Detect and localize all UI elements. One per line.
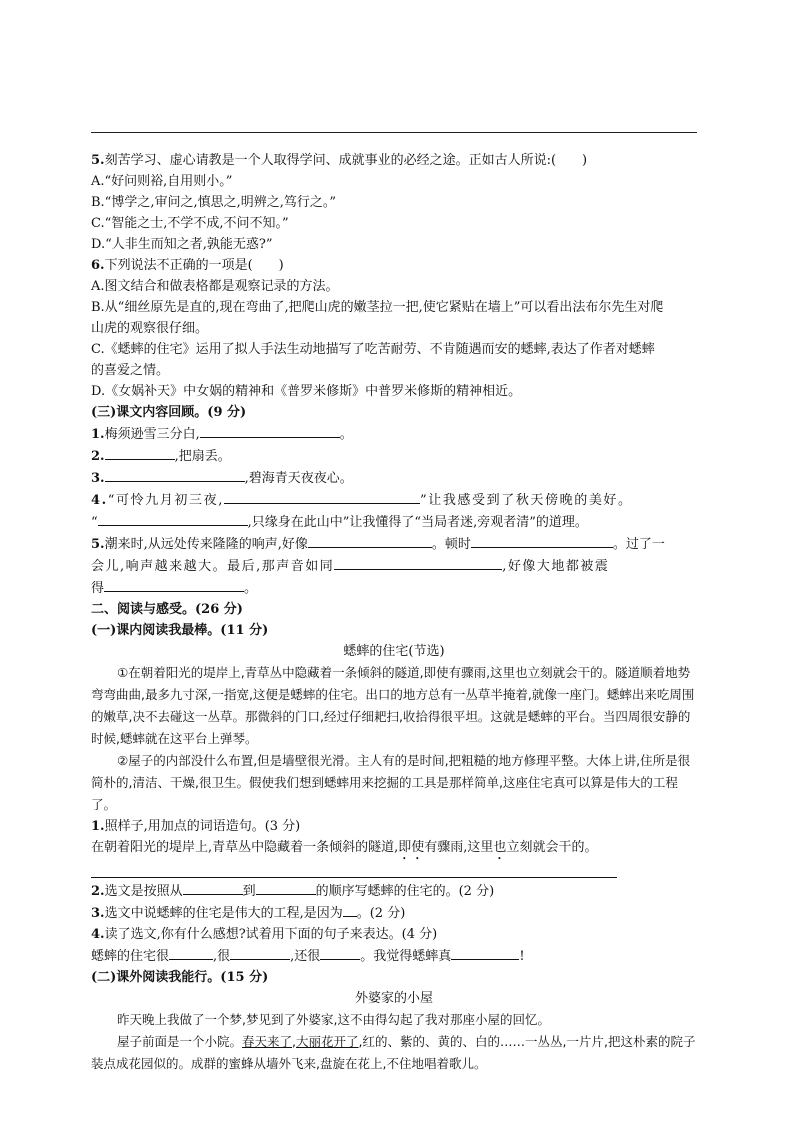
dotted-word: 也 (493, 840, 507, 855)
option-b: B.从“细丝原先是直的,现在弯曲了,把爬山虎的嫩茎拉一把,使它紧贴在墙上”可以看出法布尔先生对爬 (91, 300, 664, 315)
passage-paragraph-2: ②屋子的内部没什么布置,但是墙壁很光滑。主人有的是时间,把粗糙的地方修理平整。大体上讲,住所是很简朴的,清洁、干燥,很卫生。假使我们想到蟋蟀用来挖掘的工具是那样简单,这座住宅真可以算是伟大的工程了。 (91, 753, 691, 812)
option-c: C.《蟋蟀的住宅》运用了拟人手法生动地描写了吃苦耐劳、不肯随遇而安的蟋蟀,表达了作者对蟋蟀 (91, 342, 655, 357)
question-5-stem: 5.刻苦学习、虚心请教是一个人取得学问、成就事业的必经之途。正如古人所说:( ) (91, 153, 588, 168)
option-a: A.图文结合和做表格都是观察记录的方法。 (91, 279, 339, 294)
passage-title: 蟋蟀的住宅(节选) (343, 644, 445, 659)
dotted-word: 即使 (398, 840, 425, 855)
answer-blank[interactable] (224, 489, 420, 504)
option-d: D.《女娲补天》中女娲的精神和《普罗米修斯》中普罗米修斯的精神相近。 (91, 384, 522, 399)
part-heading: 二、阅读与感受。(26 分) (91, 602, 243, 617)
recall-q2: 2. ,把扇丢。 (91, 445, 697, 467)
answer-blank[interactable] (334, 555, 502, 570)
recall-q3: 3. ,碧海青天夜夜心。 (91, 467, 697, 489)
passage-paragraph-3: 昨天晚上我做了一个梦,梦见到了外婆家,这不由得勾起了我对那座小屋的回忆。 (117, 1012, 550, 1027)
option-b: B.“博学之,审问之,慎思之,明辨之,笃行之。” (91, 195, 337, 210)
reading-q4: 4.读了选文,你有什么感想?试着用下面的句子来表达。(4 分) (91, 927, 438, 942)
worksheet-content (91, 150, 697, 1075)
header-rule (91, 132, 697, 133)
option-d: D.“人非生而知之者,孰能无惑?” (91, 237, 273, 252)
recall-q4-cont: “ ,只缘身在此山中”让我懂得了“当局者迷,旁观者清”的道理。 (91, 511, 697, 533)
reading-q1-example: 在朝着阳光的堤岸上,青草丛中隐藏着一条倾斜的隧道,即使有骤雨,这里也立刻就会干的。 (91, 840, 598, 855)
answer-blank[interactable] (256, 880, 316, 895)
answer-blank[interactable] (343, 902, 357, 917)
recall-q4: 4.“可怜九月初三夜, ”让我感受到了秋天傍晚的美好。 (91, 489, 697, 511)
answer-blank[interactable] (451, 945, 519, 960)
reading-q2: 2.选文是按照从 到 的顺序写蟋蟀的住宅的。(2 分) (91, 880, 697, 902)
option-b-cont: 山虎的观察很仔细。 (91, 321, 209, 336)
answer-blank[interactable] (308, 533, 432, 548)
answer-blank[interactable] (169, 945, 213, 960)
answer-blank[interactable] (105, 445, 175, 460)
answer-blank[interactable] (471, 533, 613, 548)
recall-q5-cont2: 得 。 (91, 577, 697, 599)
answer-blank[interactable] (98, 511, 248, 526)
answer-blank[interactable] (183, 880, 243, 895)
subsection-heading: (二)课外阅读我能行。(15 分) (91, 970, 269, 985)
option-a: A.“好问则裕,自用则小。” (91, 174, 233, 189)
passage-paragraph-4: 屋子前面是一个小院。春天来了,大丽花开了,红的、紫的、黄的、白的……一丛丛,一片片,把这朴素的院子装点成花园似的。成群的蜜蜂从墙外飞来,盘旋在花上,不住地唱着歌儿。 (91, 1034, 696, 1071)
section-heading: (三)课文内容回顾。(9 分) (91, 405, 247, 420)
passage-title: 外婆家的小屋 (354, 991, 433, 1006)
answer-line[interactable] (91, 863, 617, 878)
answer-blank[interactable] (230, 945, 290, 960)
answer-blank[interactable] (320, 945, 360, 960)
answer-blank[interactable] (105, 467, 245, 482)
reading-q4-sentence: 蟋蟀的住宅很 ,很 ,还很 。我觉得蟋蟀真 ! (91, 945, 697, 967)
option-c-cont: 的喜爱之情。 (91, 363, 170, 378)
recall-q5: 5.潮来时,从远处传来隆隆的响声,好像 。顿时 。过了一 (91, 533, 697, 555)
question-6-stem: 6.下列说法不正确的一项是( ) (91, 258, 284, 273)
subsection-heading: (一)课内阅读我最棒。(11 分) (91, 623, 269, 638)
passage-paragraph-1: ①在朝着阳光的堤岸上,青草丛中隐藏着一条倾斜的隧道,即使有骤雨,这里也立刻就会干的。隧道顺着地势弯弯曲曲,最多九寸深,一指宽,这便是蟋蟀的住宅。出口的地方总有一丛草半掩着,就像一座门。蟋蟀出来吃周围的嫩草,决不去碰这一丛草。那微斜的门口,经过仔细耙扫,收拾得很平坦。这就是蟋蟀的平台。当四周很安静的时候,蟋蟀就在这平台上弹琴。 (91, 665, 695, 746)
recall-q5-cont: 会儿,响声越来越大。最后,那声音如同 ,好像大地都被震 (91, 555, 697, 577)
answer-blank[interactable] (200, 423, 340, 438)
recall-q1: 1.梅须逊雪三分白, 。 (91, 423, 697, 445)
option-c: C.“智能之士,不学不成,不问不知。” (91, 216, 289, 231)
answer-blank[interactable] (104, 577, 244, 592)
reading-q3: 3.选文中说蟋蟀的住宅是伟大的工程,是因为 。(2 分) (91, 902, 697, 924)
reading-q1: 1.照样子,用加点的词语造句。(3 分) (91, 819, 301, 834)
